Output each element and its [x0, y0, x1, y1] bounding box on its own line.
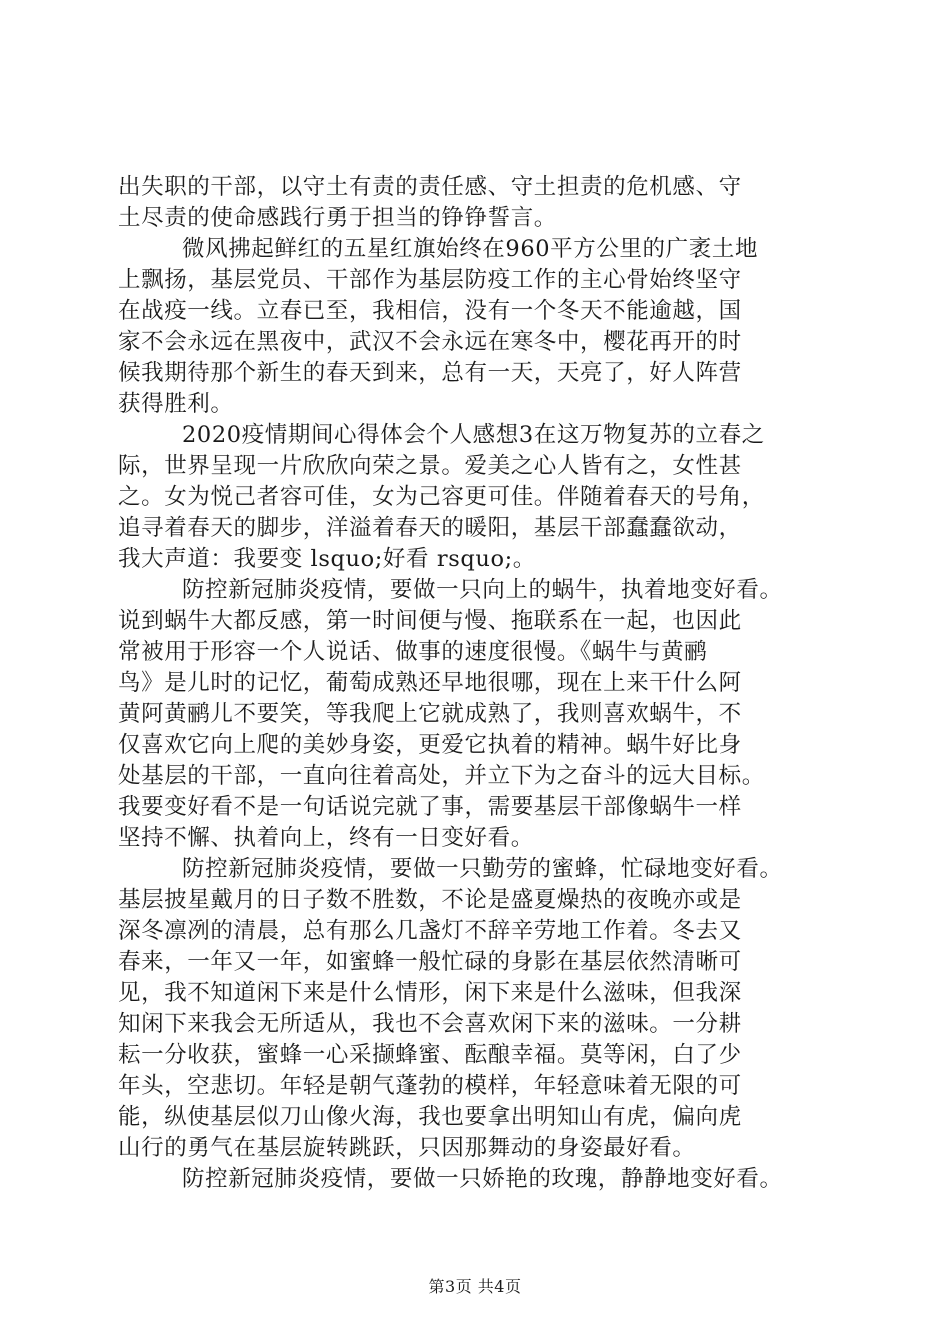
text-line: 深冬凛冽的清晨，总有那么几盏灯不辞辛劳地工作着。冬去又 [118, 918, 742, 944]
text-line: 出失职的干部，以守土有责的责任感、守土担责的危机感、守 [118, 174, 742, 200]
text-line: 常被用于形容一个人说话、做事的速度很慢。《蜗牛与黄鹂 [118, 639, 708, 665]
text-line: 追寻着春天的脚步，洋溢着春天的暖阳，基层干部蠢蠢欲动， [118, 515, 742, 541]
text-line: 获得胜利。 [118, 391, 234, 417]
text-line: 在战疫一线。立春已至，我相信，没有一个冬天不能逾越，国 [118, 298, 742, 324]
text-line: 黄阿黄鹂儿不要笑，等我爬上它就成熟了，我则喜欢蜗牛，不 [118, 701, 742, 727]
paragraph-first-line: 防控新冠肺炎疫情，要做一只向上的蜗牛，执着地变好看。 [182, 577, 783, 603]
text-line: 之。女为悦己者容可佳，女为己容更可佳。伴随着春天的号角， [118, 484, 765, 510]
paragraph-first-line: 微风拂起鲜红的五星红旗始终在960平方公里的广袤土地 [182, 236, 759, 262]
paragraph-first-line: 2020疫情期间心得体会个人感想3在这万物复苏的立春之 [182, 422, 765, 448]
text-line: 春来，一年又一年，如蜜蜂一般忙碌的身影在基层依然清晰可 [118, 949, 742, 975]
text-line: 我要变好看不是一句话说完就了事，需要基层干部像蜗牛一样 [118, 794, 742, 820]
text-line: 候我期待那个新生的春天到来，总有一天，天亮了，好人阵营 [118, 360, 742, 386]
text-line: 山行的勇气在基层旋转跳跃，只因那舞动的身姿最好看。 [118, 1135, 696, 1161]
page-number-footer: 第3页 共4页 [428, 1277, 522, 1296]
document-body [118, 172, 838, 1195]
text-line: 家不会永远在黑夜中，武汉不会永远在寒冬中，樱花再开的时 [118, 329, 742, 355]
text-line: 说到蜗牛大都反感，第一时间便与慢、拖联系在一起，也因此 [118, 608, 742, 634]
text-line: 坚持不懈、执着向上，终有一日变好看。 [118, 825, 534, 851]
paragraph-first-line: 防控新冠肺炎疫情，要做一只勤劳的蜜蜂，忙碌地变好看。 [182, 856, 783, 882]
text-line: 我大声道：我要变 lsquo;好看 rsquo;。 [118, 546, 536, 572]
text-line: 上飘扬，基层党员、干部作为基层防疫工作的主心骨始终坚守 [118, 267, 742, 293]
text-line: 处基层的干部，一直向往着高处，并立下为之奋斗的远大目标。 [118, 763, 765, 789]
text-line: 际，世界呈现一片欣欣向荣之景。爱美之心人皆有之，女性甚 [118, 453, 742, 479]
text-line: 年头，空悲切。年轻是朝气蓬勃的模样，年轻意味着无限的可 [118, 1073, 742, 1099]
text-line: 能，纵使基层似刀山像火海，我也要拿出明知山有虎，偏向虎 [118, 1104, 742, 1130]
text-line: 见，我不知道闲下来是什么情形，闲下来是什么滋味，但我深 [118, 980, 742, 1006]
text-line: 鸟》是儿时的记忆，葡萄成熟还早地很哪，现在上来干什么阿 [118, 670, 742, 696]
text-line: 土尽责的使命感践行勇于担当的铮铮誓言。 [118, 205, 557, 231]
text-line: 知闲下来我会无所适从，我也不会喜欢闲下来的滋味。一分耕 [118, 1011, 742, 1037]
text-line: 仅喜欢它向上爬的美妙身姿，更爱它执着的精神。蜗牛好比身 [118, 732, 742, 758]
paragraph-first-line: 防控新冠肺炎疫情，要做一只娇艳的玫瑰，静静地变好看。 [182, 1166, 783, 1192]
text-line: 耘一分收获，蜜蜂一心采撷蜂蜜、酝酿幸福。莫等闲，白了少 [118, 1042, 742, 1068]
text-line: 基层披星戴月的日子数不胜数，不论是盛夏燥热的夜晚亦或是 [118, 887, 742, 913]
